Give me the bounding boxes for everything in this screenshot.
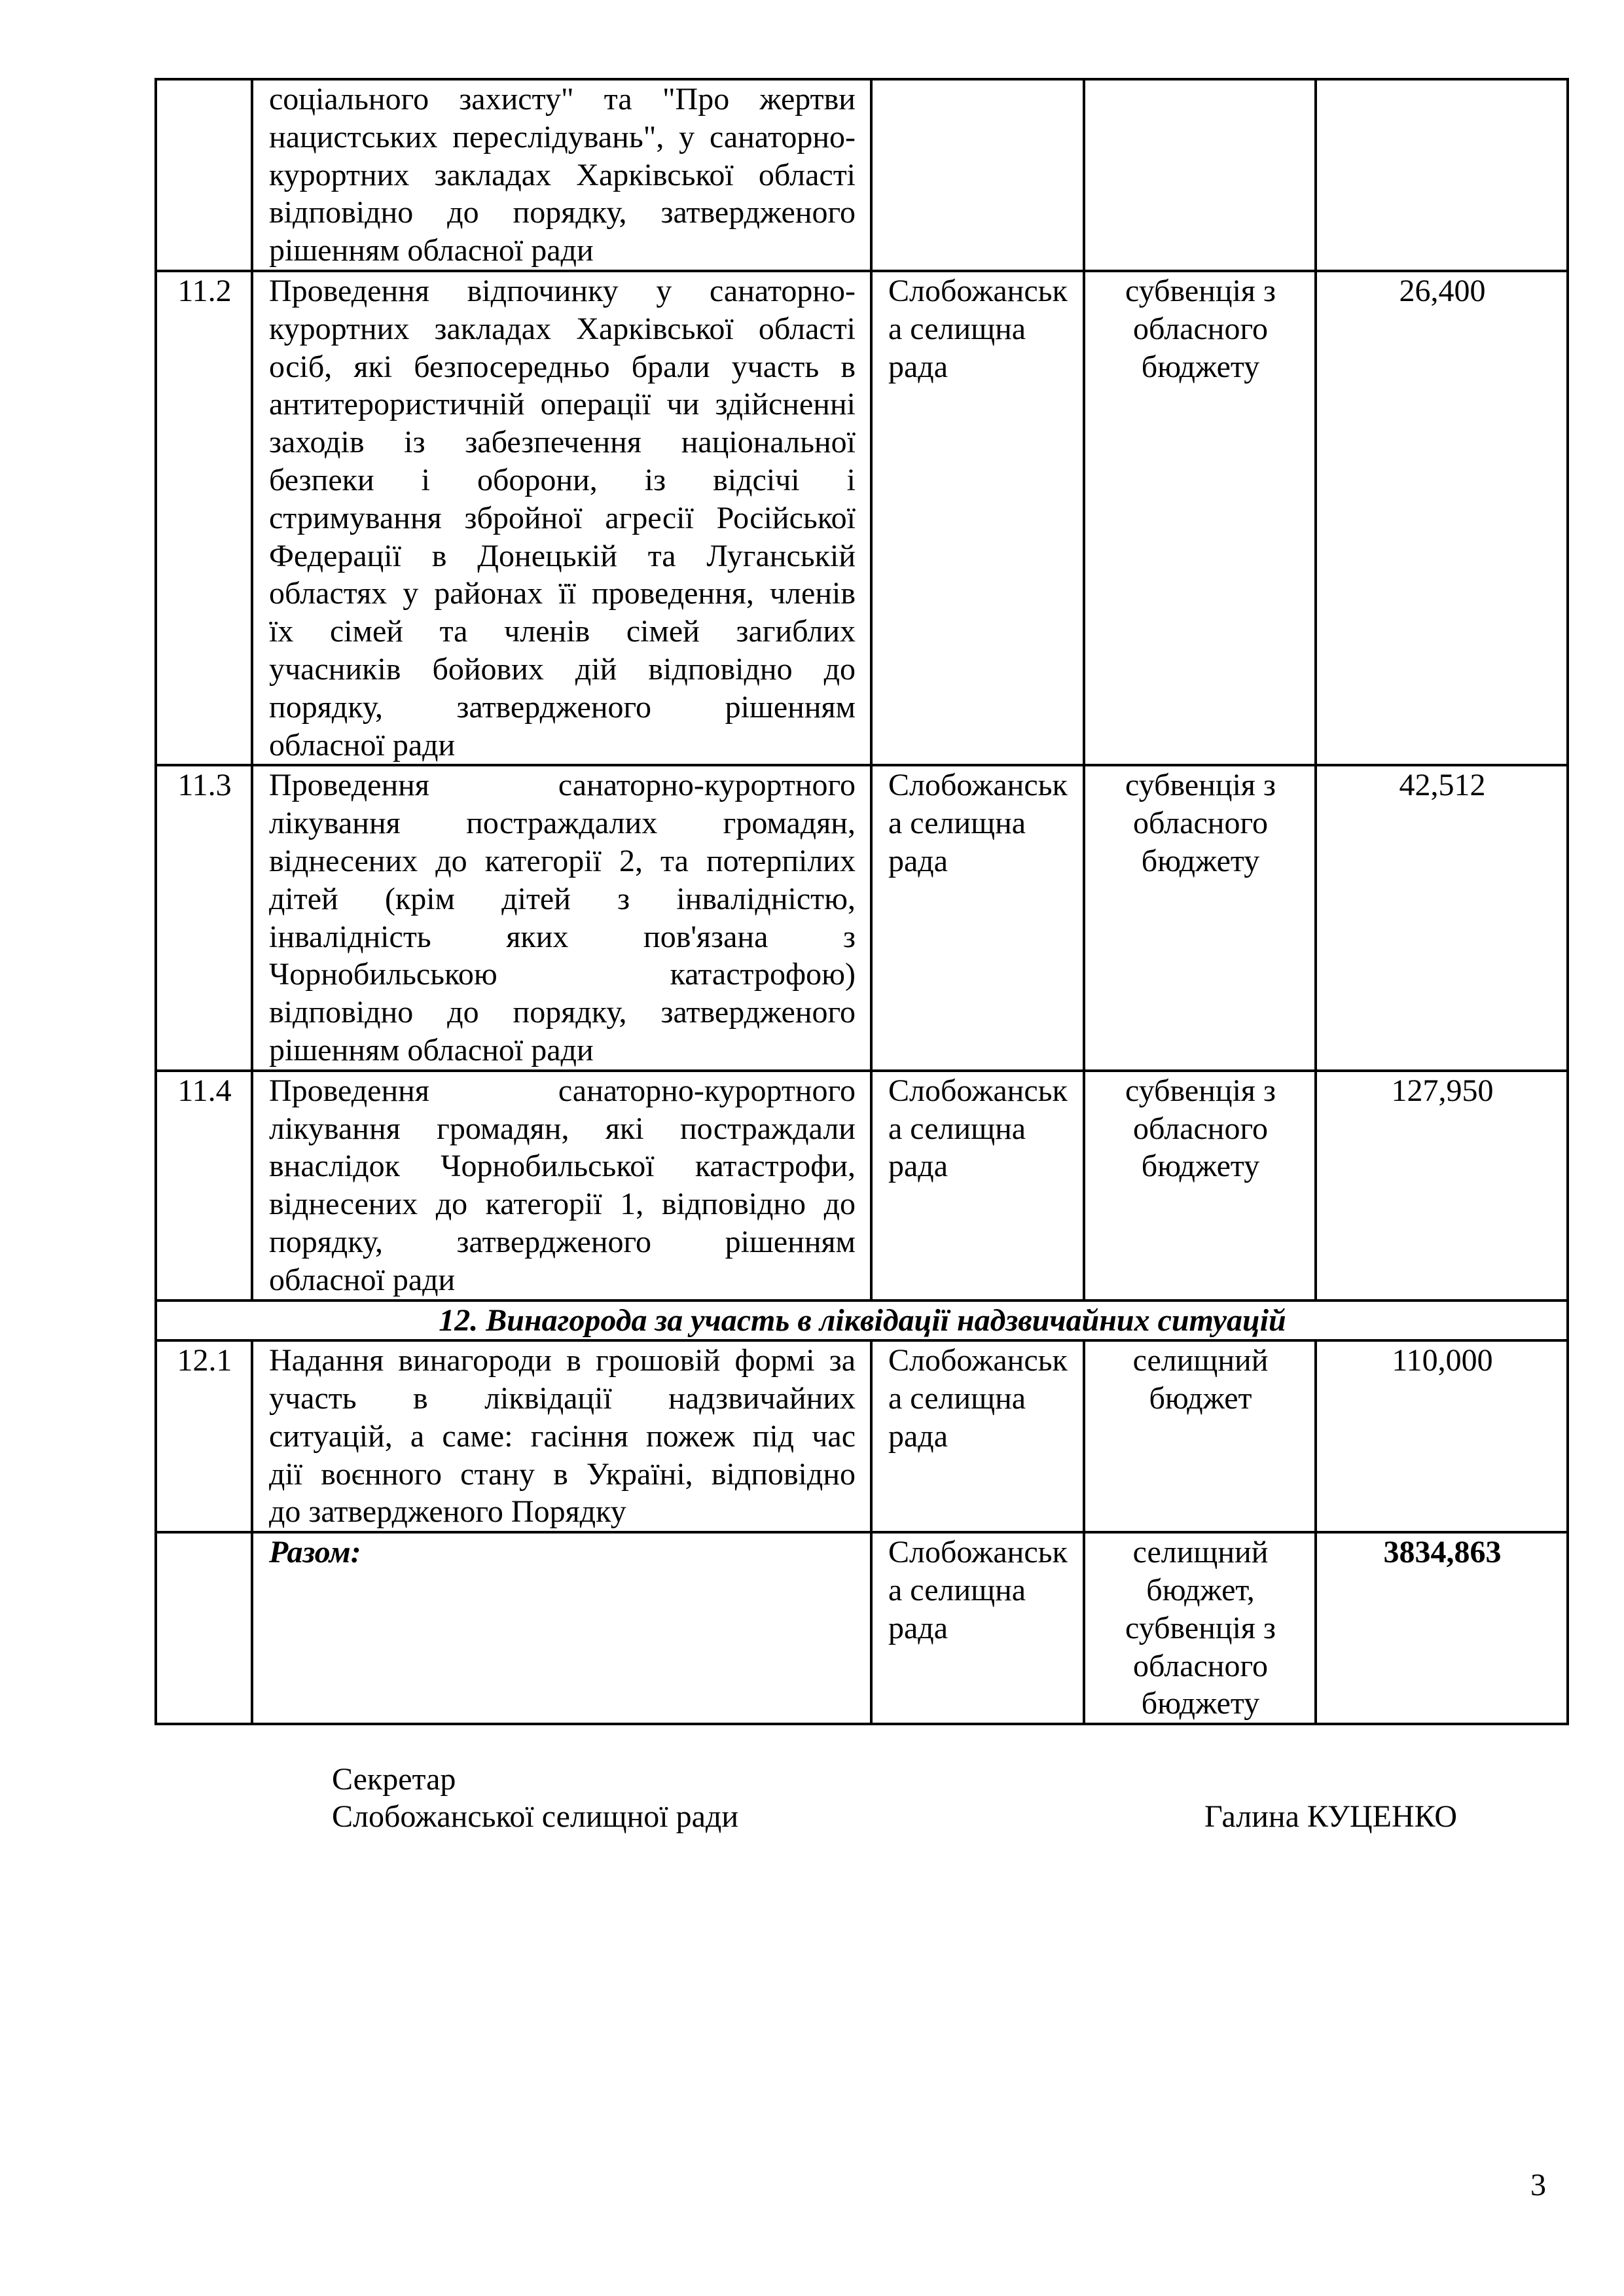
signature-title-line1: Секретар [332,1762,456,1797]
row-funding-source [1084,765,1316,1070]
description-line: областях у районах її проведення, членів [269,576,856,611]
row-number [156,1532,252,1724]
description-line: участь в ліквідації надзвичайних [269,1381,856,1416]
row-amount: 110,000 [1316,1340,1568,1532]
source-line: обласного [1133,1111,1268,1146]
executor-line: Слобожанськ [888,768,1068,803]
description-line: дії воєнного стану в Україні, відповідно [269,1456,856,1492]
source-line: селищний [1132,1535,1269,1570]
row-amount [1316,79,1568,271]
source-line: бюджету [1141,843,1260,878]
row-description [252,1340,871,1532]
description-line: заходів із забезпечення національної [269,425,856,460]
description-line: лікування громадян, які постраждали [269,1111,856,1146]
description-line: порядку, затвердженого рішенням [269,1224,856,1259]
description-line: Проведення санаторно-курортного [269,768,856,803]
row-description [252,79,871,271]
row-description [252,271,871,765]
row-description [252,765,871,1070]
source-line: бюджет, [1146,1573,1255,1608]
row-executor [871,271,1084,765]
description-line: курортних закладах Харківської області [269,311,856,346]
description-line: учасників бойових дій відповідно до [269,651,856,687]
executor-line: а селищна [888,1573,1026,1608]
executor-line: Слобожанськ [888,1073,1068,1108]
row-funding-source [1084,271,1316,765]
row-funding-source [1084,79,1316,271]
source-line: обласного [1133,311,1268,346]
description-line: до затвердженого Порядку [269,1494,626,1530]
description-line: Проведення санаторно-курортного [269,1073,856,1108]
budget-measures-table [154,78,1569,1725]
description-line: інвалідність яких пов'язана з [269,919,856,954]
source-line: субвенція з [1125,768,1276,803]
section-header-row [156,1300,1568,1341]
description-line: Надання винагороди в грошовій формі за [269,1343,856,1378]
source-line: обласного [1133,806,1268,841]
executor-line: рада [888,1149,948,1184]
table-row [156,79,1568,271]
description-line: відповідно до порядку, затвердженого [269,995,856,1030]
executor-line: рада [888,1610,948,1645]
description-line: віднесених до категорії 2, та потерпілих [269,843,856,878]
row-funding-source [1084,1532,1316,1724]
source-line: субвенція з [1125,1610,1276,1645]
source-line: бюджету [1141,349,1260,384]
row-number: 11.3 [156,765,252,1070]
description-line: антитерористичній операції чи здійсненні [269,387,856,422]
table-row [156,271,1568,765]
table-row [156,765,1568,1070]
source-line: бюджет [1149,1381,1252,1416]
executor-line: а селищна [888,806,1026,841]
description-line: осіб, які безпосередньо брали участь в [269,349,856,384]
description-line: Федерації в Донецькій та Луганській [269,538,856,573]
row-number: 11.4 [156,1071,252,1300]
total-label: Разом: [252,1532,871,1724]
source-line: бюджету [1141,1149,1260,1184]
executor-line: а селищна [888,1111,1026,1146]
executor-line: Слобожанськ [888,1535,1068,1570]
source-line: субвенція з [1125,273,1276,308]
total-amount: 3834,863 [1316,1532,1568,1724]
row-number [156,79,252,271]
row-number: 12.1 [156,1340,252,1532]
signature-title-line2: Слобожанської селищної ради [332,1799,738,1834]
row-executor [871,79,1084,271]
description-line: обласної ради [269,1262,456,1297]
description-line: безпеки і оборони, із відсічі і [269,462,856,497]
source-line: обласного [1133,1648,1268,1683]
executor-line: рада [888,349,948,384]
description-line: дітей (крім дітей з інвалідністю, [269,881,856,916]
description-line: рішенням обласної ради [269,1032,594,1067]
description-line: Проведення відпочинку у санаторно- [269,273,856,308]
source-line: субвенція з [1125,1073,1276,1108]
row-number: 11.2 [156,271,252,765]
source-line: бюджету [1141,1686,1260,1721]
description-line: Чорнобильською катастрофою) [269,957,856,992]
description-line: нацистських переслідувань", у санаторно- [269,119,856,154]
description-line: соціального захисту" та "Про жертви [269,82,856,117]
executor-line: а селищна [888,311,1026,346]
page-number: 3 [1530,2168,1546,2202]
description-line: внаслідок Чорнобильської катастрофи, [269,1149,856,1184]
row-executor [871,1532,1084,1724]
row-funding-source [1084,1071,1316,1300]
description-line: їх сімей та членів сімей загиблих [269,614,856,649]
executor-line: Слобожанськ [888,1343,1068,1378]
row-amount: 127,950 [1316,1071,1568,1300]
executor-line: рада [888,1418,948,1454]
row-amount: 26,400 [1316,271,1568,765]
table-row [156,1071,1568,1300]
executor-line: а селищна [888,1381,1026,1416]
description-line: відповідно до порядку, затвердженого [269,195,856,230]
description-line: рішенням обласної ради [269,233,594,268]
source-line: селищний [1132,1343,1269,1378]
section-title: 12. Винагорода за участь в ліквідації надзвичайних ситуацій [156,1300,1568,1341]
row-amount: 42,512 [1316,765,1568,1070]
row-executor [871,765,1084,1070]
row-executor [871,1340,1084,1532]
description-line: стримування збройної агресії Російської [269,500,856,535]
row-funding-source [1084,1340,1316,1532]
executor-line: рада [888,843,948,878]
description-line: курортних закладах Харківської області [269,157,856,192]
description-line: обласної ради [269,727,456,762]
executor-line: Слобожанськ [888,273,1068,308]
description-line: лікування постраждалих громадян, [269,806,856,841]
row-executor [871,1071,1084,1300]
row-description [252,1071,871,1300]
signature-name: Галина КУЦЕНКО [1204,1799,1458,1834]
description-line: порядку, затвердженого рішенням [269,689,856,725]
total-row [156,1532,1568,1724]
description-line: ситуацій, а саме: гасіння пожеж під час [269,1418,856,1454]
table-row [156,1340,1568,1532]
description-line: віднесених до категорії 1, відповідно до [269,1187,856,1222]
